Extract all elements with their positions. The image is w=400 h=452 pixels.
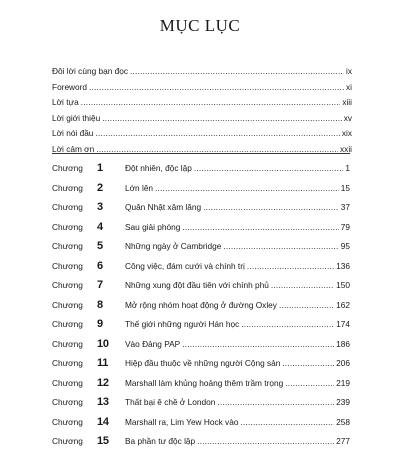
toc-entry[interactable] — [52, 80, 352, 96]
chapter-word: Chương — [52, 221, 83, 232]
chapter-number: 13 — [97, 396, 109, 408]
dot-leader — [279, 296, 334, 316]
chapter-page: 136 — [336, 260, 350, 271]
entry-label: Lời giới thiệu — [52, 112, 101, 123]
chapter-title: Lớn lên — [125, 182, 154, 193]
chapter-number: 10 — [97, 337, 109, 350]
chapter-page: 258 — [336, 416, 350, 427]
entry-page: xix — [341, 128, 352, 139]
chapter-title: Thế giới những người Hán học — [125, 319, 240, 329]
chapter-number: 7 — [97, 279, 103, 291]
dot-leader — [95, 126, 339, 142]
toc-entry[interactable] — [52, 111, 352, 127]
dot-leader — [81, 95, 341, 111]
chapter-entry[interactable] — [52, 393, 350, 413]
chapter-page: 277 — [336, 436, 350, 446]
toc-entry[interactable] — [52, 95, 352, 111]
chapter-entry[interactable] — [52, 198, 350, 218]
chapter-number: 12 — [97, 376, 109, 389]
chapter-number: 3 — [97, 201, 103, 213]
chapter-word: Chương — [52, 358, 83, 368]
dot-leader — [155, 179, 339, 199]
chapter-title: Công việc, đám cưới và chính trị — [125, 260, 245, 271]
entry-page: xiii — [342, 97, 352, 108]
chapter-title: Những ngày ở Cambridge — [125, 241, 222, 251]
chapter-list — [52, 159, 350, 452]
chapter-word: Chương — [52, 416, 83, 427]
chapter-page: 239 — [336, 397, 350, 407]
chapter-page: 1 — [345, 163, 350, 173]
chapter-page: 186 — [336, 338, 350, 349]
chapter-word: Chương — [52, 319, 83, 329]
dot-leader — [271, 276, 334, 296]
chapter-title: Marshall ra, Lim Yew Hock vào — [125, 416, 239, 427]
front-matter-list — [52, 64, 352, 158]
dot-leader — [182, 335, 334, 355]
chapter-number: 15 — [97, 435, 109, 447]
chapter-title: Đột nhiên, độc lập — [125, 163, 192, 173]
chapter-number: 1 — [97, 162, 103, 174]
chapter-word: Chương — [52, 182, 83, 193]
dot-leader — [89, 80, 344, 96]
chapter-title: Hiệp đầu thuộc về những người Cộng sản — [125, 358, 281, 368]
dot-leader — [247, 257, 334, 277]
dot-leader — [203, 198, 339, 218]
chapter-number: 8 — [97, 298, 103, 311]
chapter-word: Chương — [52, 377, 83, 388]
chapter-number: 5 — [97, 240, 103, 252]
entry-label: Lời cảm ơn — [52, 143, 95, 154]
chapter-entry[interactable] — [52, 335, 350, 355]
entry-page: xxii — [340, 143, 352, 154]
chapter-page: 37 — [340, 202, 350, 212]
chapter-word: Chương — [52, 260, 83, 271]
entry-label: Lời nói đầu — [52, 128, 94, 139]
entry-page: ix — [346, 66, 352, 76]
chapter-number: 2 — [97, 181, 103, 194]
chapter-entry[interactable] — [52, 276, 350, 296]
chapter-title: Thất bại ê chề ở London — [125, 397, 216, 407]
chapter-title: Quân Nhật xâm lăng — [125, 202, 202, 212]
chapter-entry[interactable] — [52, 237, 350, 257]
entry-page: xv — [343, 112, 352, 123]
chapter-word: Chương — [52, 202, 83, 212]
chapter-word: Chương — [52, 280, 83, 290]
dot-leader — [130, 64, 344, 80]
chapter-word: Chương — [52, 338, 83, 349]
entry-label: Foreword — [52, 81, 88, 92]
chapter-entry[interactable] — [52, 179, 350, 199]
chapter-title: Ba phần tư độc lập — [125, 436, 196, 446]
chapter-number: 9 — [97, 318, 103, 330]
dot-leader — [194, 159, 343, 179]
page-title: MỤC LỤC — [159, 16, 241, 35]
chapter-title: Vào Đảng PAP — [125, 338, 181, 349]
dot-leader — [96, 142, 338, 158]
chapter-entry[interactable] — [52, 354, 350, 374]
chapter-page: 206 — [336, 358, 350, 368]
toc-entry[interactable] — [52, 64, 352, 80]
dot-leader — [241, 315, 334, 335]
section-divider — [52, 153, 350, 154]
chapter-title: Mở rộng nhóm hoạt động ở đường Oxley — [125, 299, 277, 310]
chapter-number: 11 — [97, 357, 109, 369]
chapter-number: 14 — [97, 415, 109, 428]
chapter-entry[interactable] — [52, 159, 350, 179]
chapter-page: 150 — [336, 280, 350, 290]
chapter-number: 6 — [97, 259, 103, 272]
chapter-title: Marshall làm khủng hoảng thêm trầm trọng — [125, 377, 284, 388]
dot-leader — [240, 413, 334, 433]
entry-label: Lời tựa — [52, 97, 79, 108]
chapter-entry[interactable] — [52, 432, 350, 452]
chapter-number: 4 — [97, 220, 103, 233]
dot-leader — [197, 432, 334, 452]
dot-leader — [217, 393, 334, 413]
toc-entry[interactable] — [52, 126, 352, 142]
chapter-page: 95 — [340, 241, 350, 251]
chapter-word: Chương — [52, 436, 83, 446]
chapter-word: Chương — [52, 397, 83, 407]
dot-leader — [102, 111, 341, 127]
toc-entry[interactable] — [52, 142, 352, 158]
chapter-page: 219 — [336, 377, 350, 388]
dot-leader — [282, 354, 334, 374]
chapter-page: 162 — [336, 299, 350, 310]
chapter-title: Những xung đột đầu tiên với chính phủ — [125, 280, 269, 290]
chapter-word: Chương — [52, 163, 83, 173]
chapter-word: Chương — [52, 241, 83, 251]
chapter-page: 79 — [340, 221, 350, 232]
chapter-entry[interactable] — [52, 218, 350, 238]
dot-leader — [182, 218, 338, 238]
chapter-page: 174 — [336, 319, 350, 329]
chapter-entry[interactable] — [52, 257, 350, 277]
dot-leader — [285, 374, 334, 394]
chapter-title: Sau giải phóng — [125, 221, 181, 232]
entry-label: Đôi lời cùng bạn đọc — [52, 66, 129, 76]
chapter-entry[interactable] — [52, 315, 350, 335]
chapter-entry[interactable] — [52, 374, 350, 394]
chapter-entry[interactable] — [52, 296, 350, 316]
chapter-page: 15 — [340, 182, 350, 193]
dot-leader — [223, 237, 338, 257]
chapter-entry[interactable] — [52, 413, 350, 433]
entry-page: xi — [346, 81, 352, 92]
chapter-word: Chương — [52, 299, 83, 310]
